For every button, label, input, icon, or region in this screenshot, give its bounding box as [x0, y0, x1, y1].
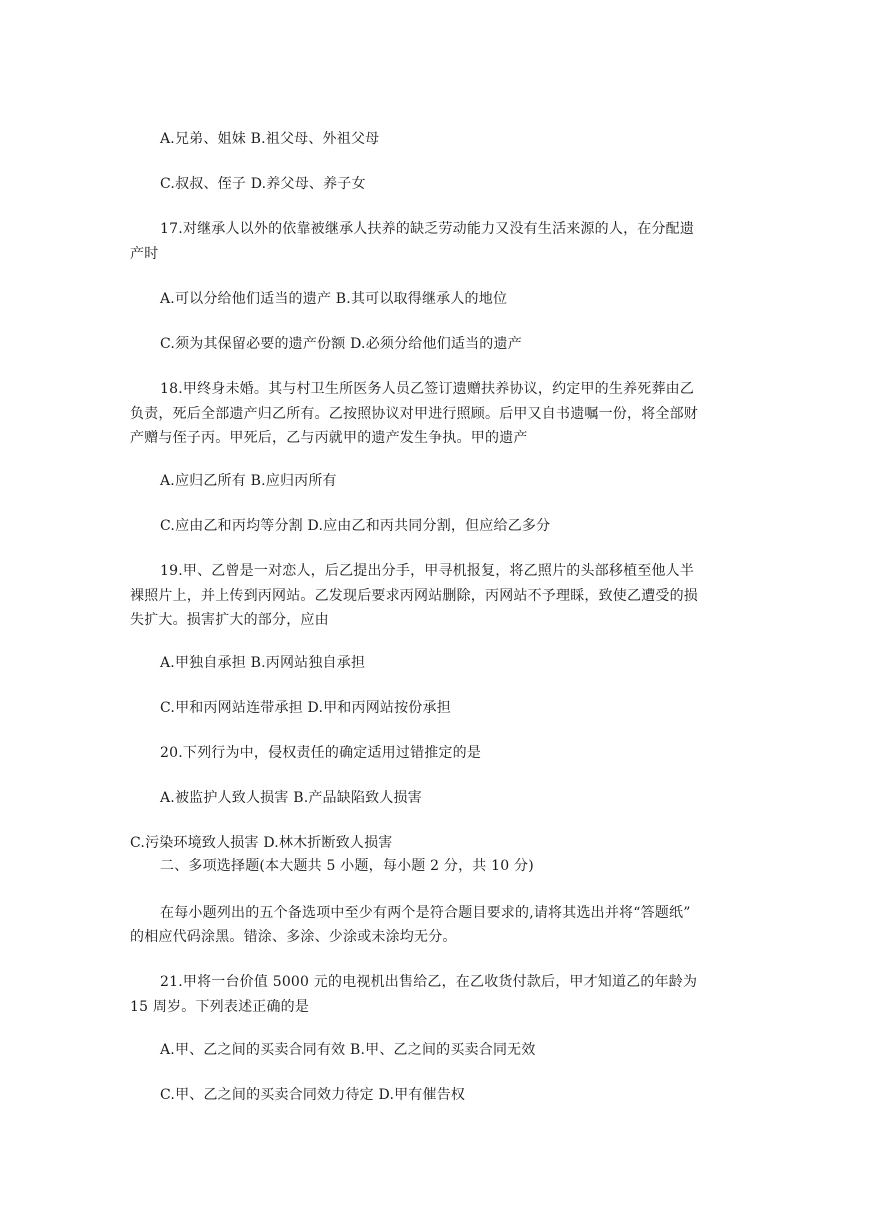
q18-stem-line-3: 产赠与侄子丙。甲死后，乙与丙就甲的遗产发生争执。甲的遗产 [130, 430, 528, 446]
q21-options-cd: C.甲、乙之间的买卖合同效力待定 D.甲有催告权 [160, 1087, 466, 1103]
q19-stem-line-3: 失扩大。损害扩大的部分，应由 [130, 612, 329, 628]
q18-options-cd: C.应由乙和丙均等分割 D.应由乙和丙共同分割，但应给乙多分 [160, 518, 551, 534]
q21-stem-line-2: 15 周岁。下列表述正确的是 [130, 999, 310, 1015]
q16-options-cd: C.叔叔、侄子 D.养父母、养子女 [160, 176, 366, 192]
q16-options-ab: A.兄弟、姐妹 B.祖父母、外祖父母 [160, 131, 380, 147]
q20-stem: 20.下列行为中，侵权责任的确定适用过错推定的是 [160, 745, 482, 761]
q17-stem-line-2: 产时 [130, 246, 159, 262]
q20-options-cd: C.污染环境致人损害 D.林木折断致人损害 [130, 835, 393, 851]
q18-stem-line-2: 负责，死后全部遗产归乙所有。乙按照协议对甲进行照顾。后甲又自书遗嘱一份，将全部财 [130, 406, 698, 422]
q18-stem-line-1: 18.甲终身未婚。其与村卫生所医务人员乙签订遗赠扶养协议，约定甲的生养死葬由乙 [160, 381, 695, 397]
q21-options-ab: A.甲、乙之间的买卖合同有效 B.甲、乙之间的买卖合同无效 [160, 1042, 536, 1058]
section-2-instruction-line-2: 的相应代码涂黑。错涂、多涂、少涂或未涂均无分。 [130, 929, 457, 945]
q17-options-cd: C.须为其保留必要的遗产份额 D.必须分给他们适当的遗产 [160, 336, 522, 352]
q19-options-ab: A.甲独自承担 B.丙网站独自承担 [160, 655, 366, 671]
q20-options-ab: A.被监护人致人损害 B.产品缺陷致人损害 [160, 790, 422, 806]
q17-stem-line-1: 17.对继承人以外的依靠被继承人扶养的缺乏劳动能力又没有生活来源的人，在分配遗 [160, 221, 695, 237]
q19-stem-line-1: 19.甲、乙曾是一对恋人，后乙提出分手，甲寻机报复，将乙照片的头部移植至他人半 [160, 563, 695, 579]
q17-options-ab: A.可以分给他们适当的遗产 B.其可以取得继承人的地位 [160, 291, 508, 307]
q18-options-ab: A.应归乙所有 B.应归丙所有 [160, 473, 337, 489]
q19-options-cd: C.甲和丙网站连带承担 D.甲和丙网站按份承担 [160, 700, 451, 716]
section-2-instruction-line-1: 在每小题列出的五个备选项中至少有两个是符合题目要求的,请将其选出并将“答题纸” [160, 905, 691, 921]
q21-stem-line-1: 21.甲将一台价值 5000 元的电视机出售给乙，在乙收货付款后，甲才知道乙的年龄为 [160, 974, 698, 990]
section-2-title: 二、多项选择题(本大题共 5 小题，每小题 2 分，共 10 分) [160, 858, 534, 874]
q19-stem-line-2: 裸照片上，并上传到丙网站。乙发现后要求丙网站删除，丙网站不予理睬，致使乙遭受的损 [130, 588, 698, 604]
